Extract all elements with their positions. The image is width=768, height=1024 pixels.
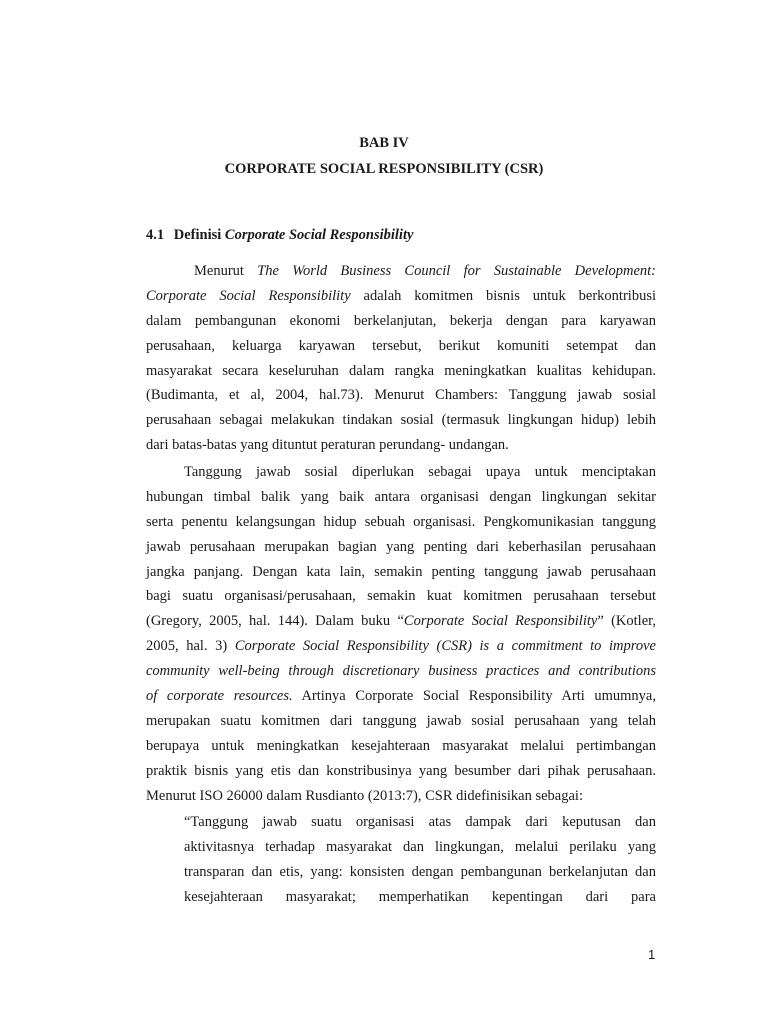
text-run: 2005, hal. 3) xyxy=(146,638,235,654)
paragraph-line: praktik bisnis yang etis dan konstribusinya yang besumber dari pihak perusahaan. xyxy=(146,763,656,779)
paragraph-line: perusahaan, keluarga karyawan tersebut, berikut komuniti setempat dan xyxy=(146,338,656,354)
paragraph-line: perusahaan sebagai melakukan tindakan sosial (termasuk lingkungan hidup) lebih xyxy=(146,412,656,428)
paragraph-line: dalam pembangunan ekonomi berkelanjutan, bekerja dengan para karyawan xyxy=(146,313,656,329)
paragraph-line xyxy=(146,637,656,655)
quote-line: “Tanggung jawab suatu organisasi atas dampak dari keputusan dan xyxy=(184,814,656,830)
text-run: ” (Kotler, xyxy=(597,613,656,629)
paragraph-line xyxy=(146,687,656,705)
paragraph-line xyxy=(146,287,656,305)
paragraph-line: jawab perusahaan merupakan bagian yang penting dari keberhasilan perusahaan xyxy=(146,539,656,555)
chapter-title: CORPORATE SOCIAL RESPONSIBILITY (CSR) xyxy=(224,161,544,177)
italic-run: Corporate Social Responsibility xyxy=(146,288,351,304)
text-run: Artinya Corporate Social Responsibility Arti umumnya, xyxy=(292,688,656,704)
paragraph-line: hubungan timbal balik yang baik antara organisasi dengan lingkungan sekitar xyxy=(146,489,656,505)
paragraph-line: bagi suatu organisasi/perusahaan, semakin kuat komitmen perusahaan tersebut xyxy=(146,588,656,604)
italic-run: Corporate Social Responsibility xyxy=(403,613,598,629)
paragraph-line xyxy=(146,612,656,630)
text-run: (Gregory, 2005, hal. 144). Dalam buku “ xyxy=(146,613,404,629)
italic-run: community well-being through discretionary business practices and contributions xyxy=(146,663,656,679)
section-number: 4.1 xyxy=(146,227,165,243)
paragraph-line: Menurut ISO 26000 dalam Rusdianto (2013:7), CSR didefinisikan sebagai: xyxy=(146,788,583,804)
section-title-italic: Corporate Social Responsibility xyxy=(224,227,414,243)
section-heading xyxy=(146,227,413,244)
chapter-number: BAB IV xyxy=(359,135,409,151)
italic-run: of corporate resources. xyxy=(146,688,293,704)
italic-run: Corporate Social Responsibility (CSR) is a commitment to improve xyxy=(234,638,656,654)
text-run: adalah komitmen bisnis untuk berkontribusi xyxy=(350,288,656,304)
quote-line: aktivitasnya terhadap masyarakat dan lingkungan, melalui perilaku yang xyxy=(184,839,656,855)
paragraph-line: berupaya untuk meningkatkan kesejahteraan masyarakat melalui pertimbangan xyxy=(146,738,656,754)
quote-line: kesejahteraan masyarakat; memperhatikan kepentingan dari para xyxy=(184,889,656,905)
paragraph-line: (Budimanta, et al, 2004, hal.73). Menurut Chambers: Tanggung jawab sosial xyxy=(146,387,656,403)
paragraph-line: Tanggung jawab sosial diperlukan sebagai upaya untuk menciptakan xyxy=(184,464,656,480)
quote-line: transparan dan etis, yang: konsisten dengan pembangunan berkelanjutan dan xyxy=(184,864,656,880)
paragraph-line xyxy=(194,262,656,280)
paragraph-line xyxy=(146,662,656,680)
text-run: Menurut xyxy=(194,263,258,279)
section-label: Definisi xyxy=(173,227,222,243)
paragraph-line: serta penentu kelangsungan hidup sebuah organisasi. Pengkomunikasian tanggung xyxy=(146,514,656,530)
paragraph-line: jangka panjang. Dengan kata lain, semakin penting tanggung jawab perusahaan xyxy=(146,564,656,580)
paragraph-line: dari batas-batas yang dituntut peraturan perundang- undangan. xyxy=(146,437,509,453)
page-number: 1 xyxy=(648,947,656,962)
paragraph-line: masyarakat secara keseluruhan dalam rangka meningkatkan kualitas kehidupan. xyxy=(146,363,656,379)
italic-run: The World Business Council for Sustainable Development: xyxy=(257,263,656,279)
paragraph-line: merupakan suatu komitmen dari tanggung jawab sosial perusahaan yang telah xyxy=(146,713,656,729)
